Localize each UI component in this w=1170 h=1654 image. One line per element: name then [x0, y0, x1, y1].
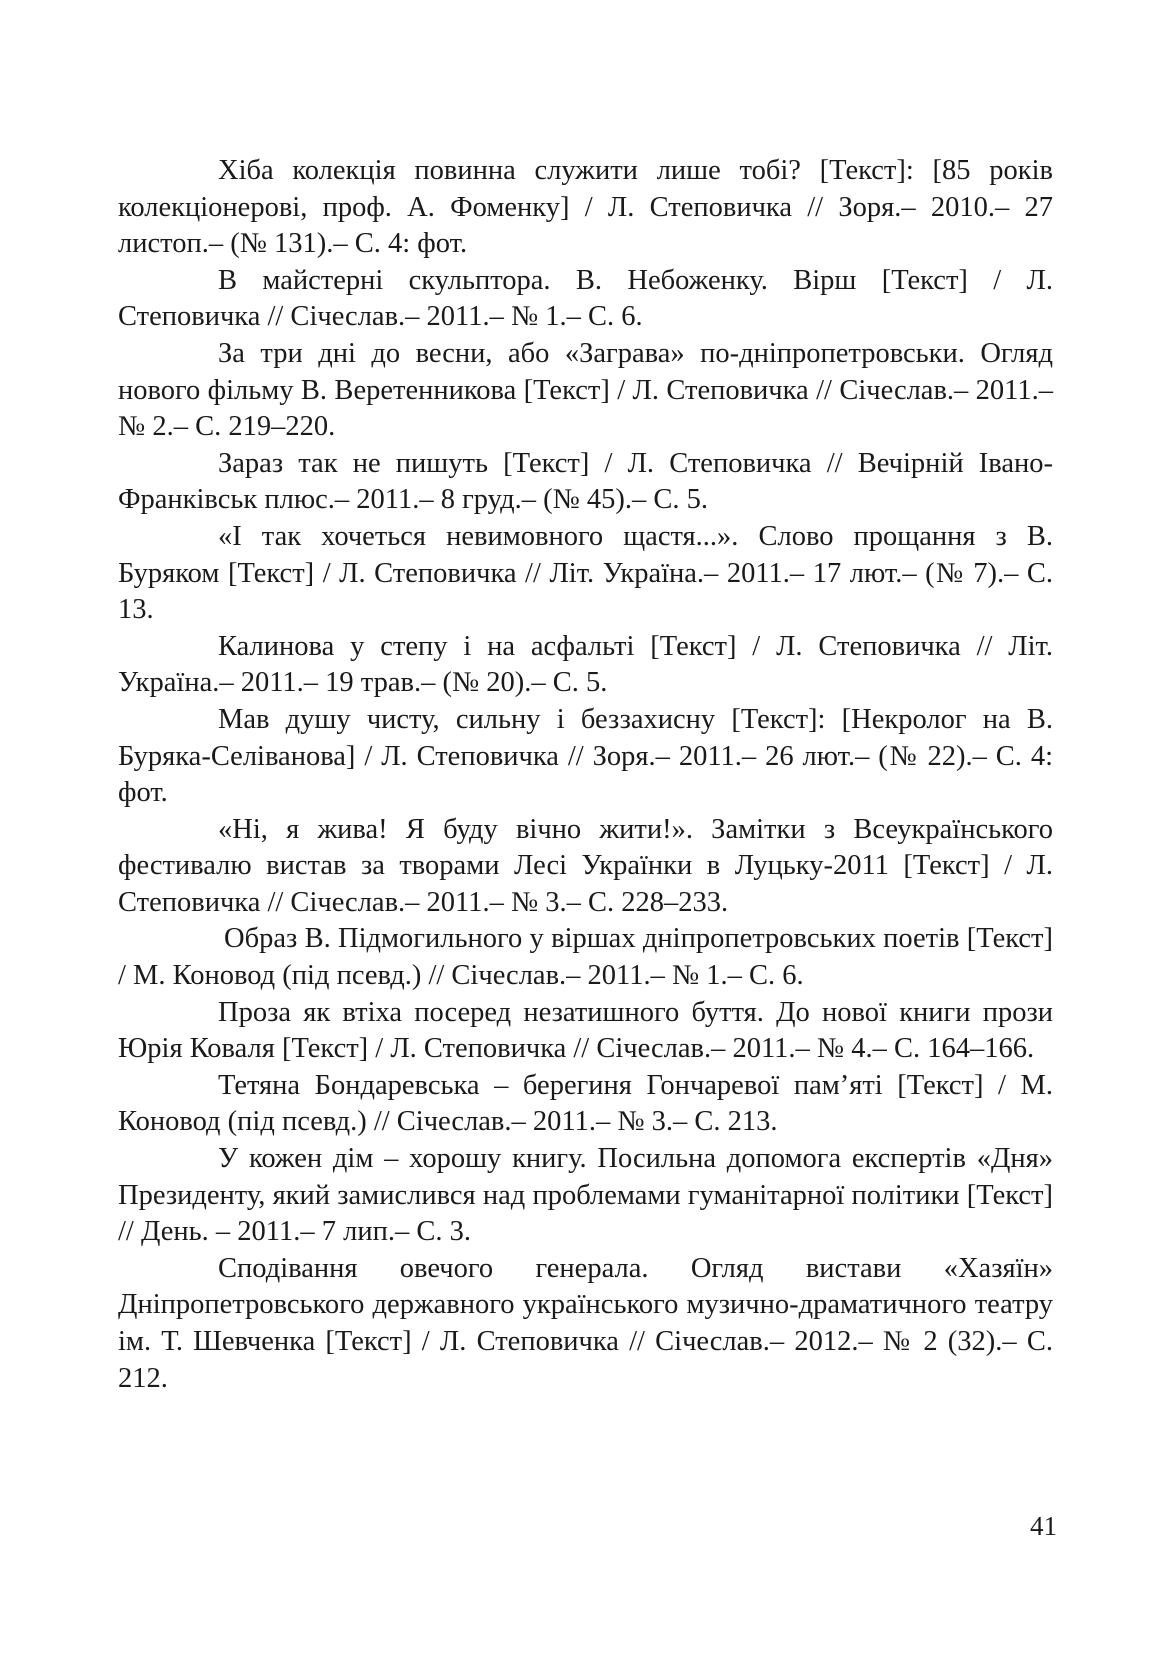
bibliography-entry: Сподівання овечого генерала. Огляд вистави «Хазяїн» Дніпропетровського державного українського музично-драматичного театру ім. Т. Шевченка [Текст] / Л. Степовичка // Січеслав.– 2012.– № 2 (32).– С. 212.	[118, 1252, 1053, 1394]
page-number: 41	[1030, 1511, 1057, 1541]
bibliography-entry: «І так хочеться невимовного щастя...». Слово прощання з В. Буряком [Текст] / Л. Степовичка // Літ. Україна.– 2011.– 17 лют.– (№ 7).– С. 13.	[118, 520, 1053, 626]
bibliography-entry: Проза як втіха посеред незатишного буття. До нової книги прози Юрія Коваля [Текст] / Л. Степовичка // Січеслав.– 2011.– № 4.– С. 164–166.	[118, 996, 1053, 1065]
bibliography-entry: В майстерні скульптора. В. Небоженку. Вірш [Текст] / Л. Степовичка // Січеслав.– 2011.– № 1.– С. 6.	[118, 264, 1053, 333]
bibliography-entry: Мав душу чисту, сильну і беззахисну [Текст]: [Некролог на В. Буряка-Селіванова] / Л. Степовичка // Зоря.– 2011.– 26 лют.– (№ 22).– С. 4: фот.	[118, 703, 1053, 809]
bibliography-entry: У кожен дім – хорошу книгу. Посильна допомога експертів «Дня» Президенту, який замислився над проблемами гуманітарної політики [Текст] // День. – 2011.– 7 лип.– С. 3.	[118, 1143, 1053, 1248]
bibliography-list	[118, 153, 1053, 1397]
bibliography-entry: Зараз так не пишуть [Текст] / Л. Степовичка // Вечірній Івано-Франківськ плюс.– 2011.– 8 груд.– (№ 45).– С. 5.	[118, 447, 1053, 516]
bibliography-entry: Калинова у степу і на асфальті [Текст] / Л. Степовичка // Літ. Україна.– 2011.– 19 трав.– (№ 20).– С. 5.	[118, 630, 1053, 699]
bibliography-entry: «Ні, я жива! Я буду вічно жити!». Замітки з Всеукраїнського фестивалю вистав за творами Лесі Українки в Луцьку-2011 [Текст] / Л. Степовичка // Січеслав.– 2011.– № 3.– С. 228–233.	[118, 813, 1053, 918]
bibliography-entry: Образ В. Підмогильного у віршах дніпропетровських поетів [Текст] / М. Коновод (під псевд.) // Січеслав.– 2011.– № 1.– С. 6.	[118, 923, 1053, 992]
bibliography-entry: За три дні до весни, або «Заграва» по-дніпропетровськи. Огляд нового фільму В. Веретенникова [Текст] / Л. Степовичка // Січеслав.– 2011.– № 2.– С. 219–220.	[118, 337, 1053, 443]
bibliography-entry: Тетяна Бондаревська – берегиня Гончаревої пам’яті [Текст] / М. Коновод (під псевд.) // Січеслав.– 2011.– № 3.– С. 213.	[118, 1069, 1053, 1138]
bibliography-entry: Хіба колекція повинна служити лише тобі? [Текст]: [85 років колекціонерові, проф. А. Фоменку] / Л. Степовичка // Зоря.– 2010.– 27 листоп.– (№ 131).– С. 4: фот.	[118, 155, 1053, 260]
